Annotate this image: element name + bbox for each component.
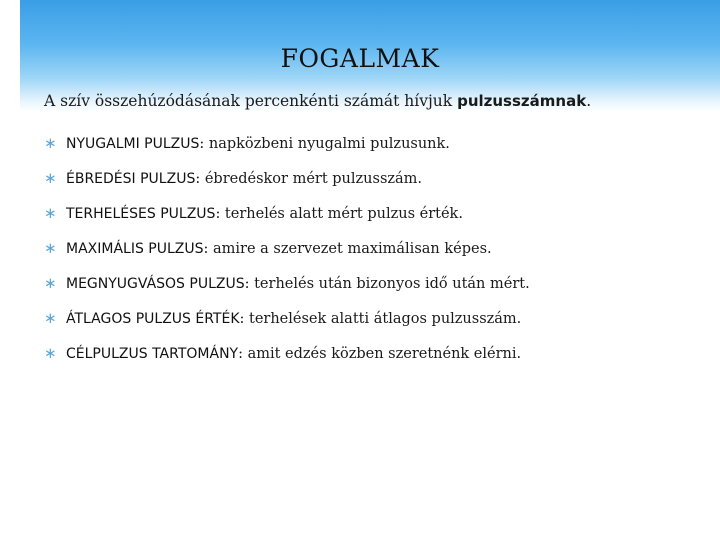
item-term: ÁTLAGOS PULZUS ÉRTÉK xyxy=(66,311,240,327)
intro-keyword: pulzusszámnak xyxy=(457,92,587,110)
item-description: : napközbeni nyugalmi pulzusunk. xyxy=(199,136,450,152)
item-term: MAXIMÁLIS PULZUS xyxy=(66,241,204,257)
list-item xyxy=(44,161,530,196)
bullet-icon: ∗ xyxy=(44,274,57,292)
list-item xyxy=(44,301,530,336)
bullet-icon: ∗ xyxy=(44,134,57,152)
bullet-icon: ∗ xyxy=(44,204,57,222)
list-item xyxy=(44,266,530,301)
bullet-icon: ∗ xyxy=(44,309,57,327)
item-description: : terhelések alatti átlagos pulzusszám. xyxy=(239,311,522,327)
item-description: : terhelés után bizonyos idő után mért. xyxy=(244,276,530,292)
list-item xyxy=(44,196,530,231)
item-term: CÉLPULZUS TARTOMÁNY xyxy=(66,346,239,362)
item-description: : amire a szervezet maximálisan képes. xyxy=(203,241,492,257)
bullet-icon: ∗ xyxy=(44,169,57,187)
definition-list xyxy=(44,126,530,371)
bullet-icon: ∗ xyxy=(44,239,57,257)
list-item xyxy=(44,126,530,161)
intro-text: A szív összehúzódásának percenkénti számát hívjuk xyxy=(44,92,458,110)
item-description: : ébredéskor mért pulzusszám. xyxy=(195,171,423,187)
item-term: MEGNYUGVÁSOS PULZUS xyxy=(66,276,245,292)
item-term: TERHELÉSES PULZUS xyxy=(66,206,216,222)
intro-paragraph xyxy=(44,92,704,110)
item-description: : terhelés alatt mért pulzus érték. xyxy=(215,206,463,222)
item-description: : amit edzés közben szeretnénk elérni. xyxy=(238,346,522,362)
item-term: ÉBREDÉSI PULZUS xyxy=(66,171,196,187)
bullet-icon: ∗ xyxy=(44,344,57,362)
slide-title: FOGALMAK xyxy=(280,44,440,73)
list-item xyxy=(44,336,530,371)
list-item xyxy=(44,231,530,266)
intro-period: . xyxy=(586,92,592,110)
item-term: NYUGALMI PULZUS xyxy=(66,136,200,152)
